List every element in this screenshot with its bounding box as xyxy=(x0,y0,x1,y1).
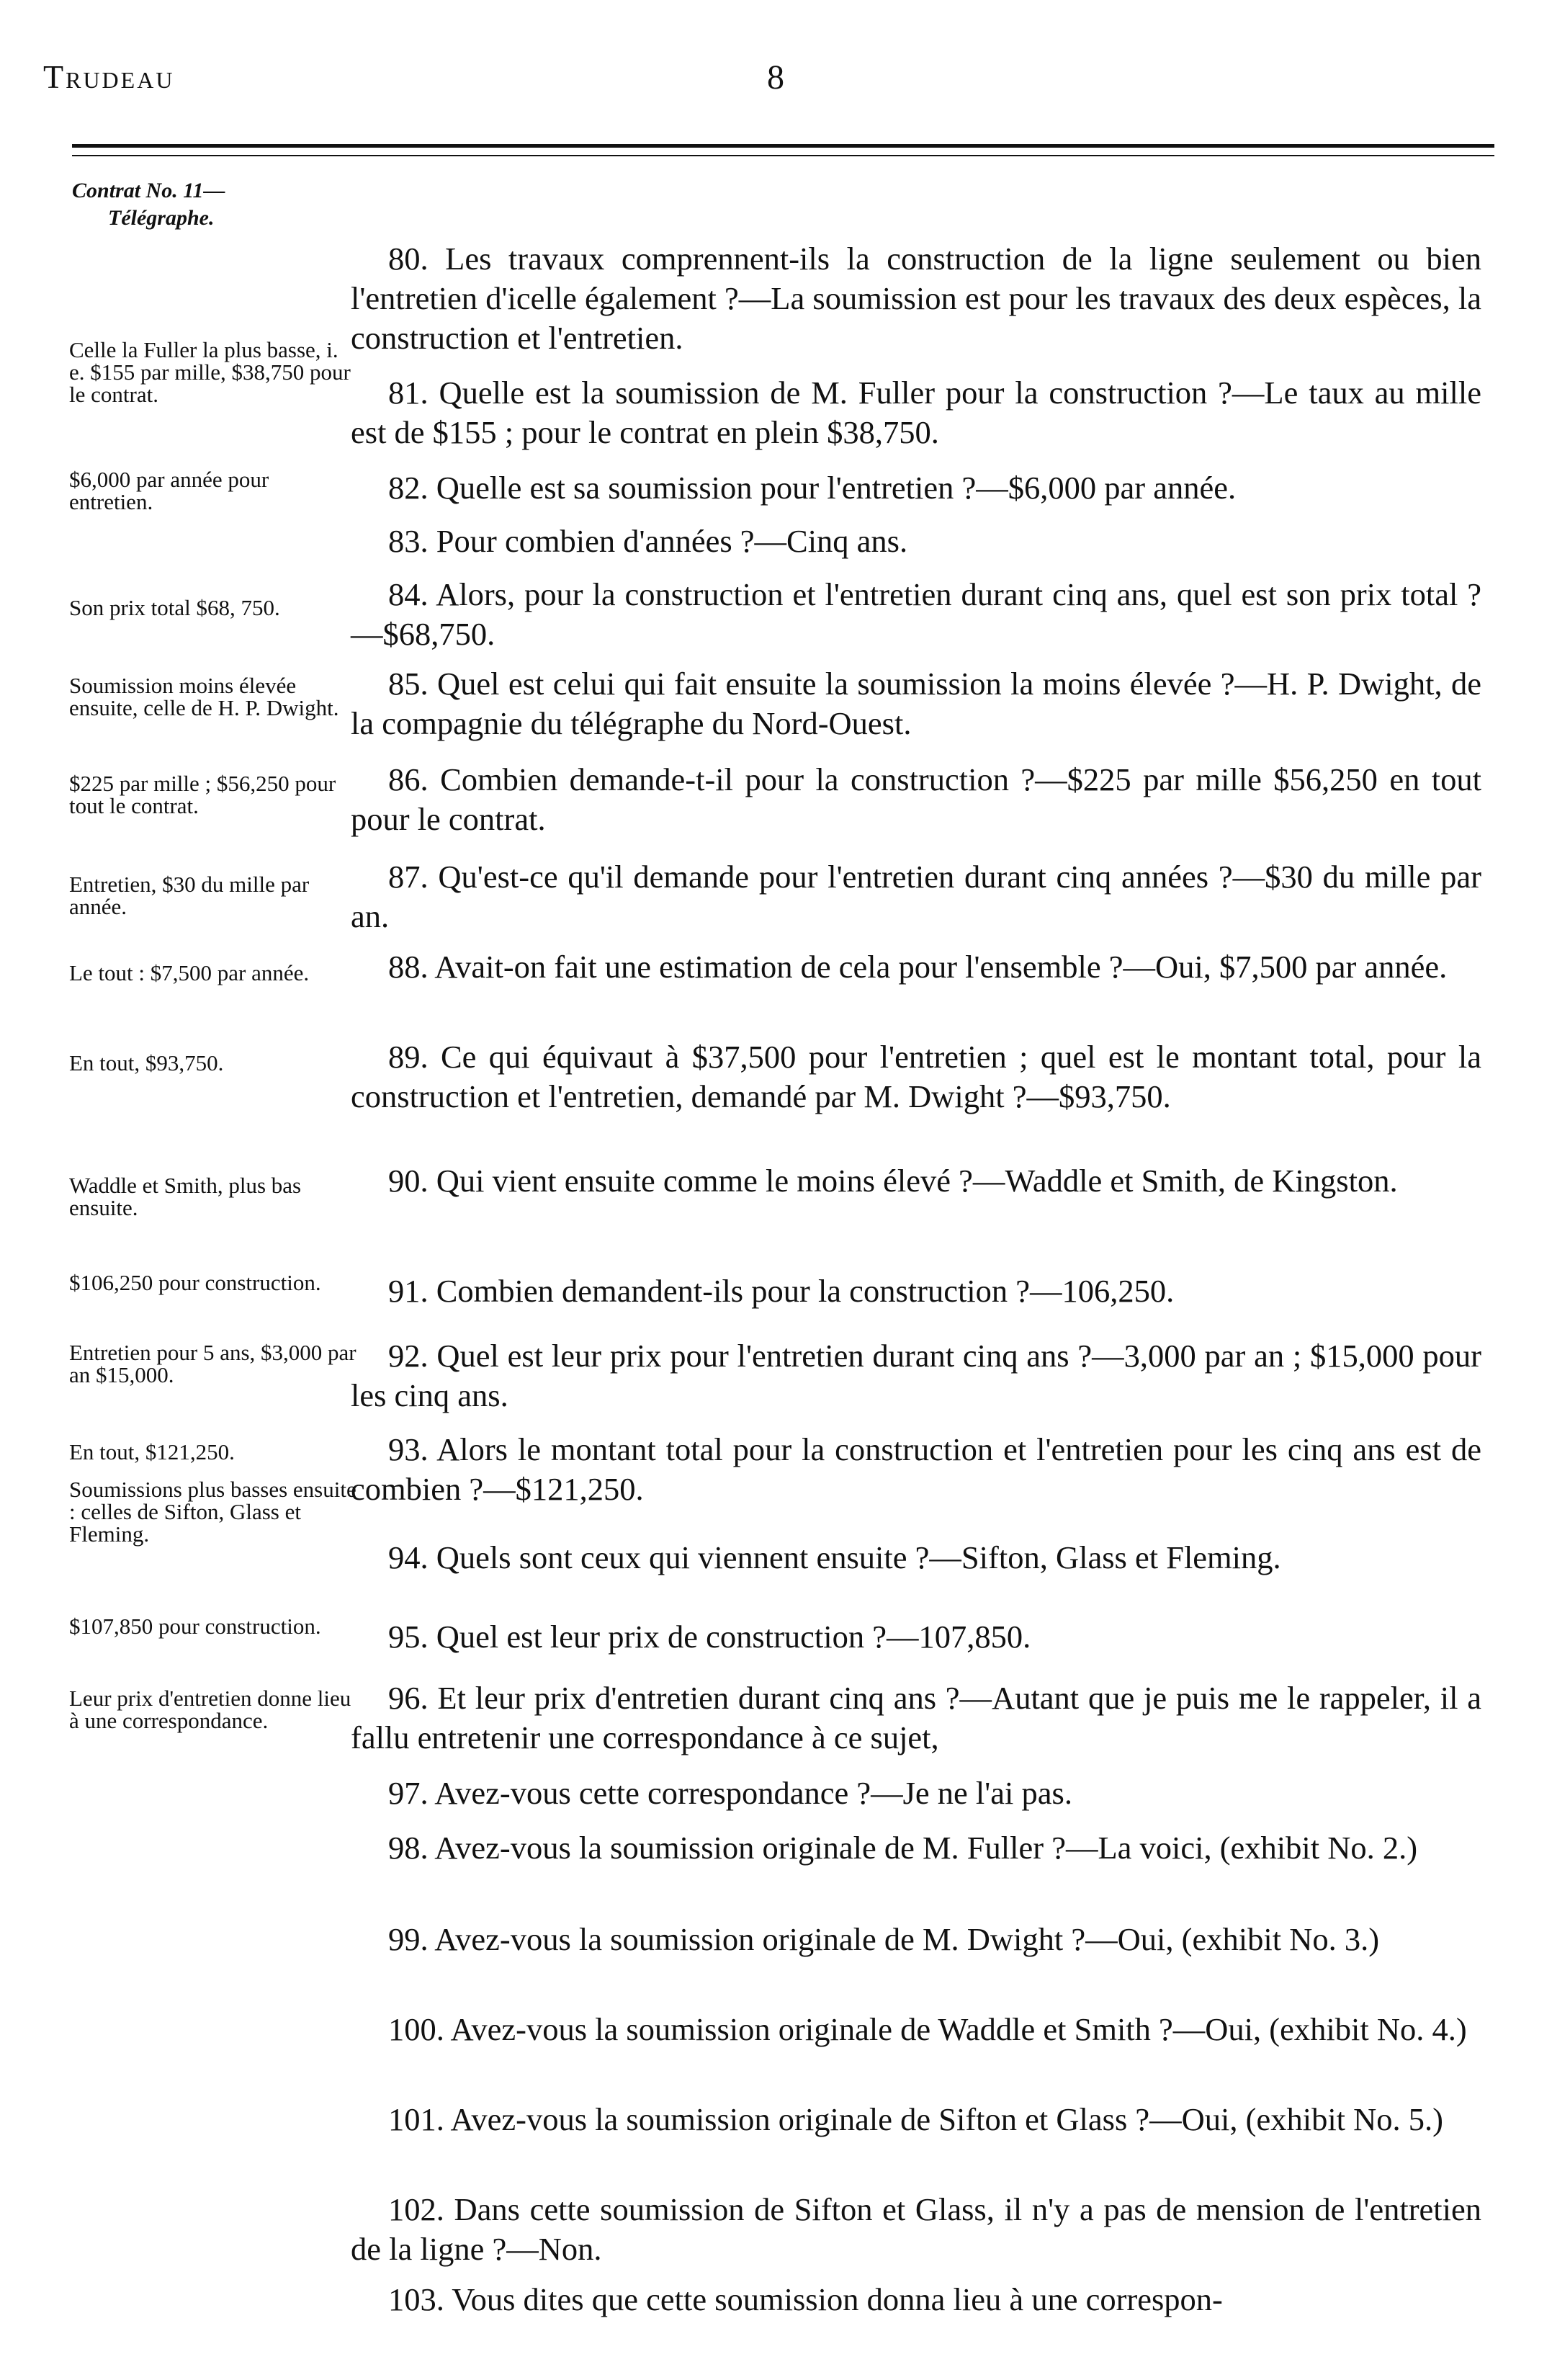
margin-note: Waddle et Smith, plus bas ensuite. xyxy=(69,1173,302,1220)
question-paragraph: 102. Dans cette soumission de Sifton et Glass, il n'y a pas de mension de l'entretien de la ligne ?—Non. xyxy=(351,2191,1481,2267)
margin-note: $6,000 par année pour entretien. xyxy=(69,467,269,514)
question-paragraph: 93. Alors le montant total pour la construction et l'entretien pour les cinq ans est de combien ?—$121,250. xyxy=(351,1431,1481,1507)
question-paragraph: 100. Avez-vous la soumission originale de Waddle et Smith ?—Oui, (exhibit No. 4.) xyxy=(388,2011,1467,2047)
question-paragraph: 83. Pour combien d'années ?—Cinq ans. xyxy=(388,523,908,559)
margin-note: Entretien pour 5 ans, $3,000 par an $15,000. xyxy=(69,1340,356,1387)
question-paragraph: 94. Quels sont ceux qui viennent ensuite ?—Sifton, Glass et Fleming. xyxy=(388,1539,1281,1575)
margin-note: Leur prix d'entretien donne lieu à une correspondance. xyxy=(69,1686,351,1733)
margin-note: $225 par mille ; $56,250 pour tout le contrat. xyxy=(69,771,336,818)
question-paragraph: 96. Et leur prix d'entretien durant cinq ans ?—Autant que je puis me le rappeler, il a fallu entretenir une correspondance à ce sujet, xyxy=(351,1680,1481,1755)
question-paragraph: 87. Qu'est-ce qu'il demande pour l'entretien durant cinq années ?—$30 du mille par an. xyxy=(351,859,1481,934)
question-paragraph: 99. Avez-vous la soumission originale de M. Dwight ?—Oui, (exhibit No. 3.) xyxy=(388,1921,1380,1957)
question-paragraph: 88. Avait-on fait une estimation de cela pour l'ensemble ?—Oui, $7,500 par année. xyxy=(388,949,1448,985)
question-paragraph: 80. Les travaux comprennent-ils la construction de la ligne seulement ou bien l'entretien d'icelle également ?—La soumission est pour les travaux des deux espèces, la construction et l'entretien. xyxy=(351,241,1481,356)
question-paragraph: 103. Vous dites que cette soumission donna lieu à une correspon- xyxy=(388,2281,1223,2317)
question-paragraph: 101. Avez-vous la soumission originale de Sifton et Glass ?—Oui, (exhibit No. 5.) xyxy=(388,2101,1444,2137)
margin-note: En tout, $121,250. xyxy=(69,1439,235,1464)
running-head: Trudeau xyxy=(43,58,175,95)
question-paragraph: 86. Combien demande-t-il pour la construction ?—$225 par mille $56,250 en tout pour le contrat. xyxy=(351,761,1481,837)
page-header xyxy=(43,58,1502,108)
question-paragraph: 91. Combien demandent-ils pour la construction ?—106,250. xyxy=(388,1273,1175,1309)
margin-note: Soumission moins élevée ensuite, celle de H. P. Dwight. xyxy=(69,673,339,720)
question-paragraph: 97. Avez-vous cette correspondance ?—Je ne l'ai pas. xyxy=(388,1775,1072,1811)
question-paragraph: 82. Quelle est sa soumission pour l'entretien ?—$6,000 par année. xyxy=(388,470,1237,506)
margin-note: Entretien, $30 du mille par année. xyxy=(69,872,310,919)
margin-note: En tout, $93,750. xyxy=(69,1050,224,1075)
header-rule xyxy=(72,144,1494,156)
question-paragraph: 89. Ce qui équivaut à $37,500 pour l'entretien ; quel est le montant total, pour la construction et l'entretien, demandé par M. Dwight ?—$93,750. xyxy=(351,1039,1481,1114)
question-paragraph: 95. Quel est leur prix de construction ?—107,850. xyxy=(388,1619,1031,1655)
margin-note: Soumissions plus basses ensuite : celles de Sifton, Glass et Fleming. xyxy=(69,1477,356,1547)
section-tag-line: Contrat No. 11— xyxy=(72,179,225,202)
margin-note: $106,250 pour construction. xyxy=(69,1270,321,1295)
margin-note: Le tout : $7,500 par année. xyxy=(69,960,310,985)
margin-note: $107,850 pour construction. xyxy=(69,1614,321,1639)
margin-note: Son prix total $68, 750. xyxy=(69,595,280,620)
question-paragraph: 85. Quel est celui qui fait ensuite la soumission la moins élevée ?—H. P. Dwight, de la compagnie du télégraphe du Nord-Ouest. xyxy=(351,666,1481,741)
question-paragraph: 98. Avez-vous la soumission originale de M. Fuller ?—La voici, (exhibit No. 2.) xyxy=(388,1830,1418,1866)
question-paragraph: 90. Qui vient ensuite comme le moins élevé ?—Waddle et Smith, de Kingston. xyxy=(388,1163,1398,1199)
question-paragraph: 84. Alors, pour la construction et l'entretien durant cinq ans, quel est son prix total ?—$68,750. xyxy=(351,576,1481,652)
margin-note: Celle la Fuller la plus basse, i. e. $155 par mille, $38,750 pour le contrat. xyxy=(69,337,351,407)
question-paragraph: 81. Quelle est la soumission de M. Fuller pour la construction ?—Le taux au mille est de $155 ; pour le contrat en plein $38,750. xyxy=(351,375,1481,450)
section-tag-line: Télégraphe. xyxy=(108,206,215,230)
section-tag xyxy=(72,177,225,232)
question-paragraph: 92. Quel est leur prix pour l'entretien durant cinq ans ?—3,000 par an ; $15,000 pour les cinq ans. xyxy=(351,1338,1481,1413)
page-number: 8 xyxy=(767,58,784,97)
